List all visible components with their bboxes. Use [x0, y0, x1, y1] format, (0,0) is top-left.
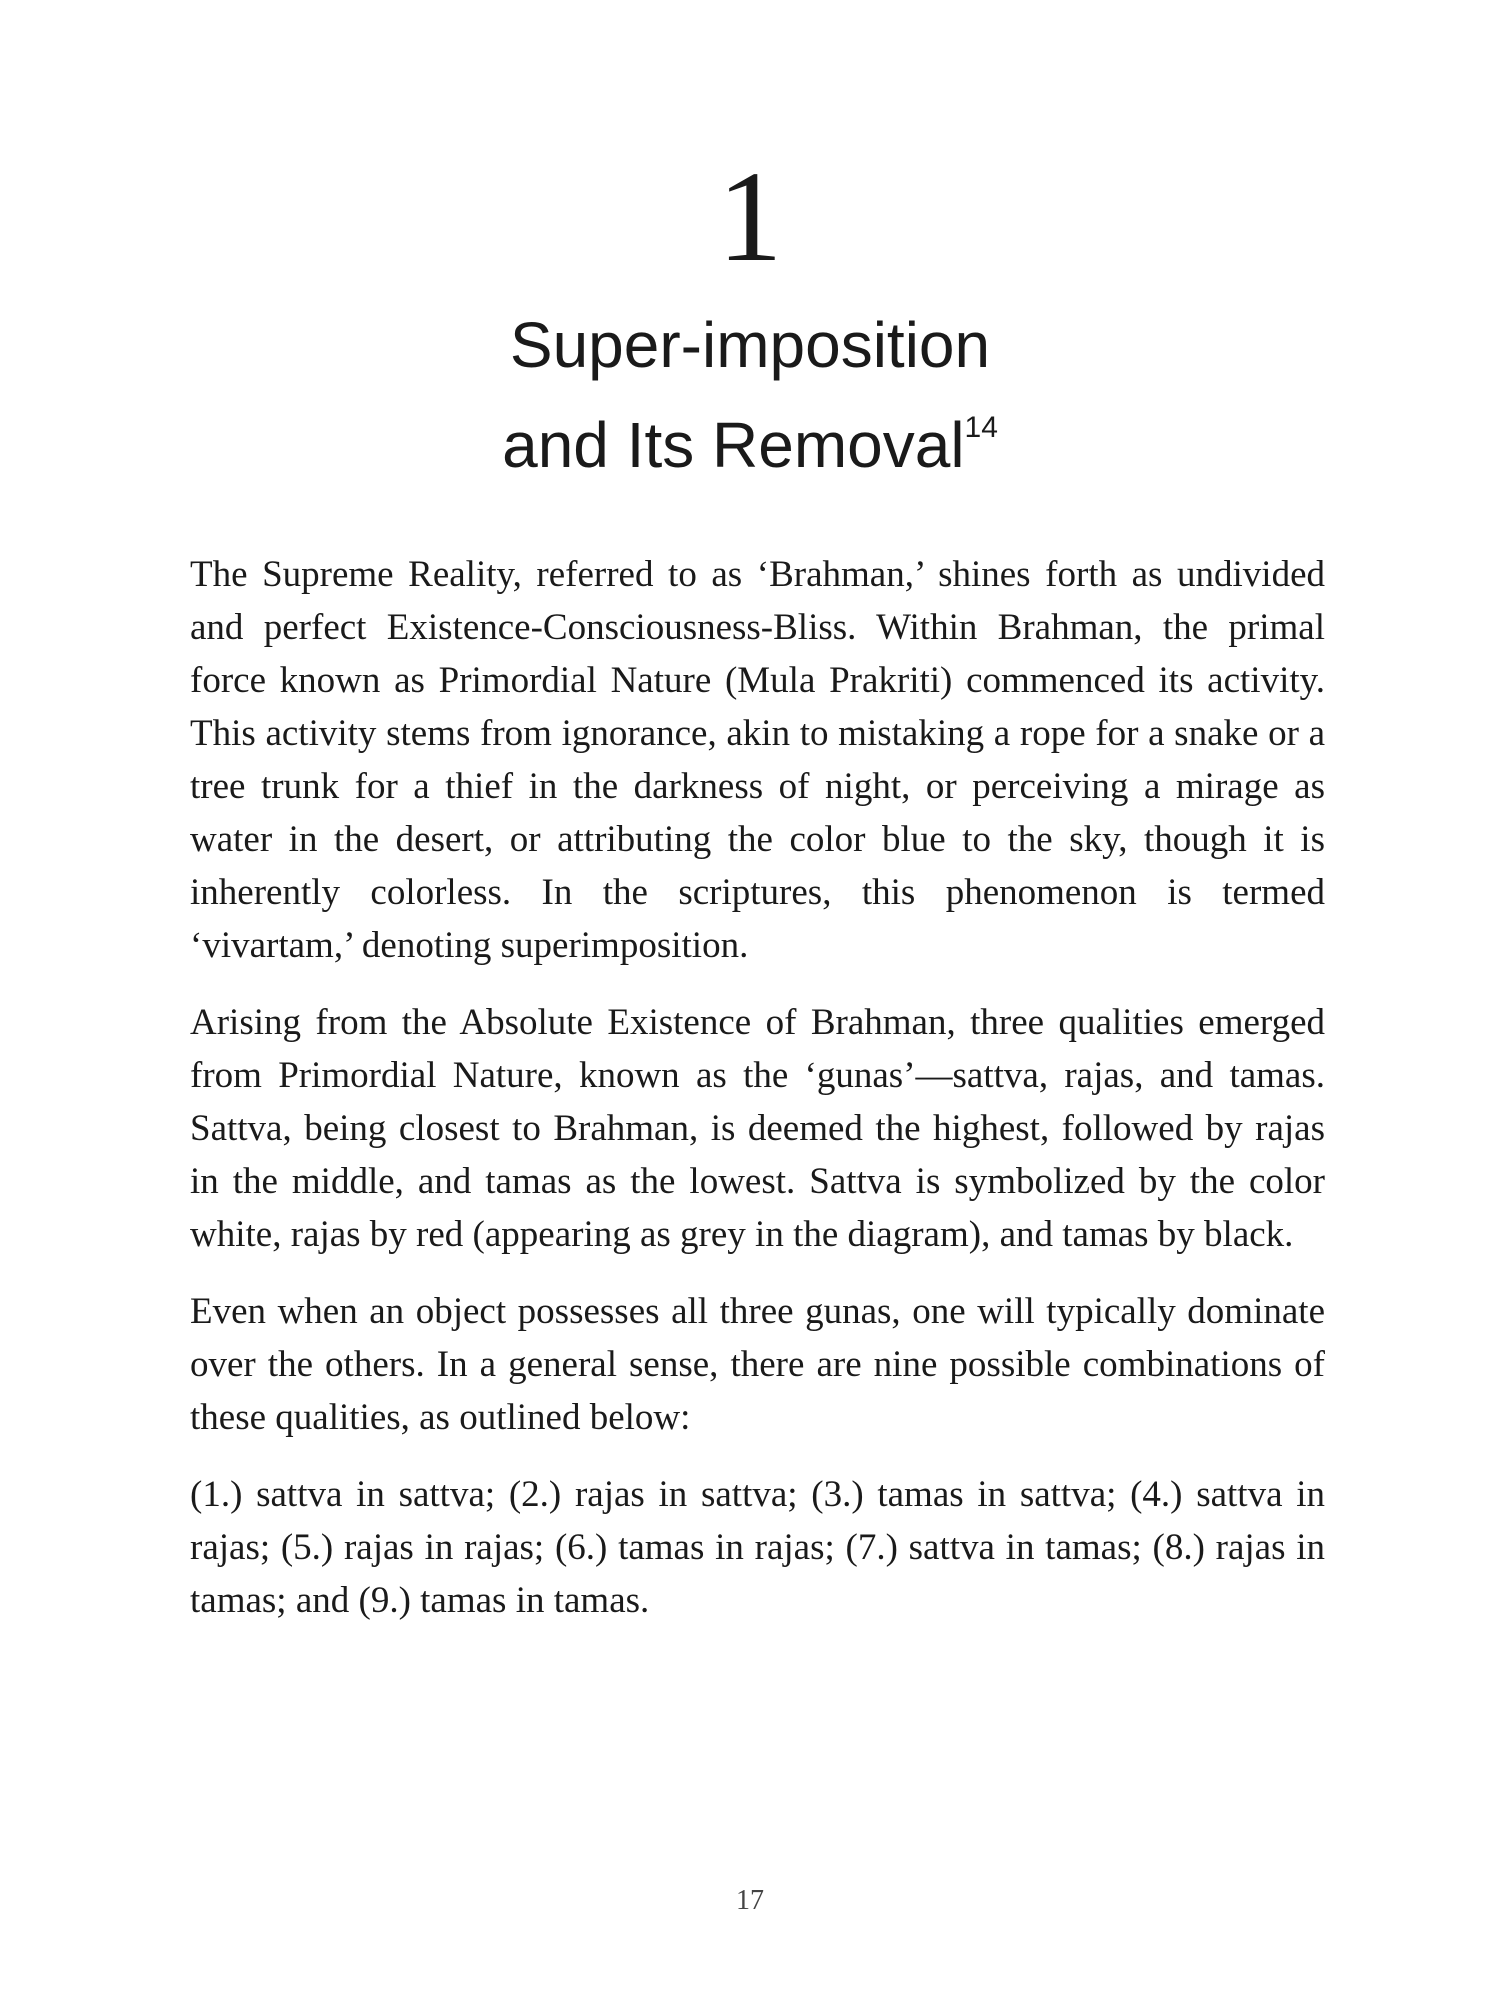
chapter-title-line-1: Super-imposition: [509, 309, 991, 381]
footnote-reference: 14: [964, 411, 998, 444]
chapter-title: [0, 295, 1500, 495]
paragraph-4: (1.) sattva in sattva; (2.) rajas in sattva; (3.) tamas in sattva; (4.) sattva in rajas; (5.) rajas in rajas; (6.) tamas in rajas; (7.) sattva in tamas; (8.) rajas in tamas; and (9.) tamas in tamas.: [190, 1474, 1325, 1621]
chapter-title-line-2: [0, 395, 1500, 495]
paragraph-3: Even when an object possesses all three gunas, one will typically dominate over the others. In a general sense, there are nine possible combinations of these qualities, as outlined below:: [190, 1291, 1325, 1438]
paragraph-1: The Supreme Reality, referred to as ‘Brahman,’ shines forth as undivided and perfect Existence-Consciousness-Bliss. Within Brahman, the primal force known as Primordial Nature (Mula Prakriti) commenced its activity. This activity stems from ignorance, akin to mistaking a rope for a snake or a tree trunk for a thief in the darkness of night, or perceiving a mirage as water in the desert, or attributing the color blue to the sky, though it is inherently colorless. In the scriptures, this phenomenon is termed ‘vivartam,’ denoting superimposition.: [190, 554, 1325, 966]
page-number: 17: [736, 1885, 764, 1916]
chapter-title-line-2-text: and Its Removal: [502, 409, 965, 481]
paragraph-2: Arising from the Absolute Existence of Brahman, three qualities emerged from Primordial Nature, known as the ‘gunas’—sattva, rajas, and tamas. Sattva, being closest to Brahman, is deemed the highest, followed by rajas in the middle, and tamas as the lowest. Sattva is symbolized by the color white, rajas by red (appearing as grey in the diagram), and tamas by black.: [190, 1002, 1325, 1255]
body-text: [190, 548, 1325, 1651]
chapter-number: 1: [717, 145, 783, 289]
